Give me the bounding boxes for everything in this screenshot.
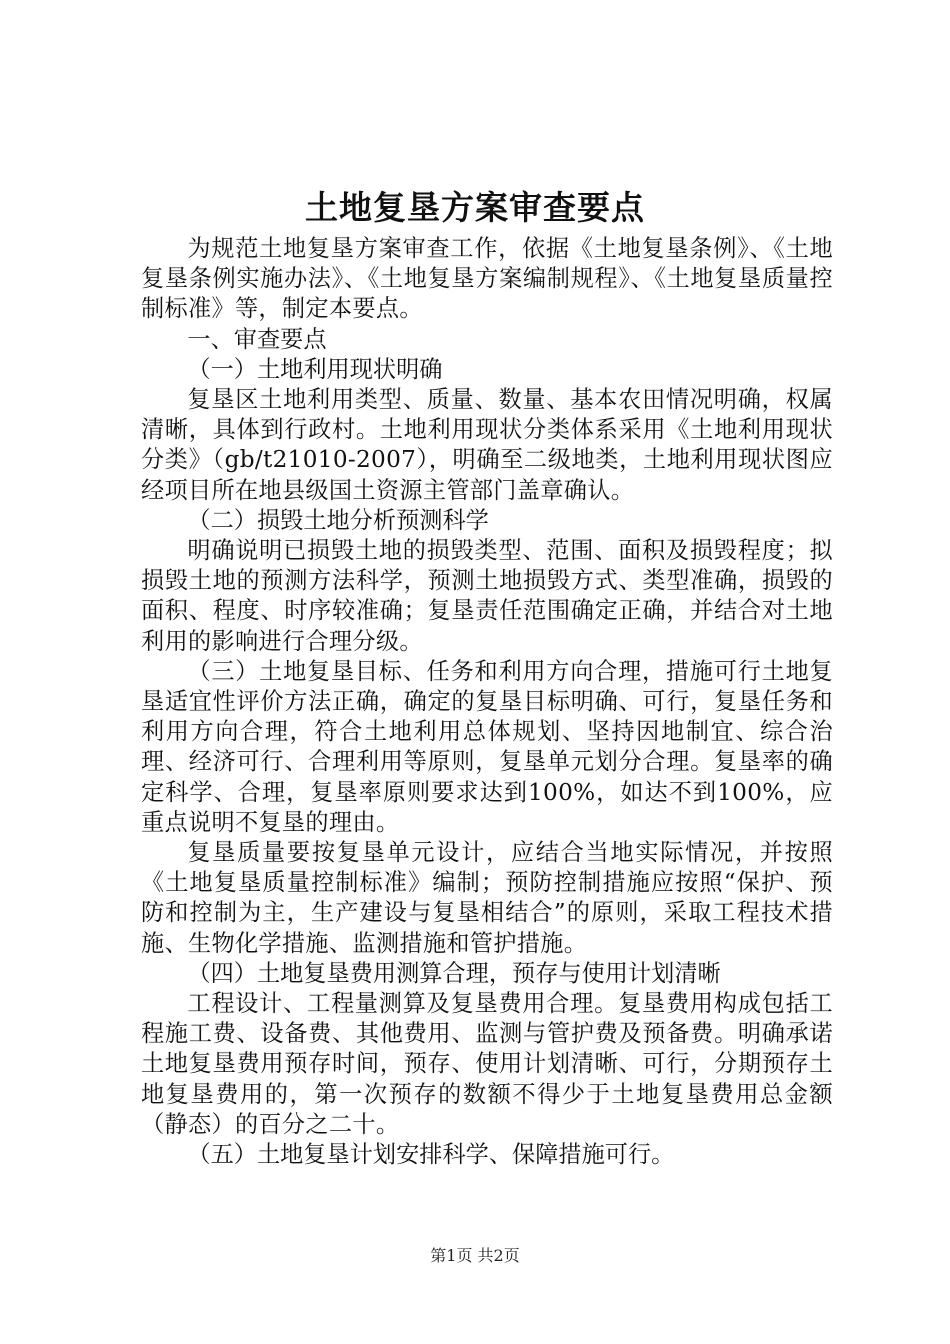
section-heading-review-points: 一、审查要点 xyxy=(187,325,327,353)
paragraph-land-use-status: 复垦区土地利用类型、质量、数量、基本农田情况明确，权属清晰，具体到行政村。土地利用现状分类体系采用《土地利用现状分类》（gb/t21010-2007），明确至二级地类，土地利用现状图应经项目所在地县级国土资源主管部门盖章确认。 xyxy=(141,386,833,504)
page-footer: 第1页 共2页 xyxy=(430,1246,520,1265)
paragraph-damage-prediction: 明确说明已损毁土地的损毁类型、范围、面积及损毁程度；拟损毁土地的预测方法科学，预测土地损毁方式、类型准确，损毁的面积、程度、时序较准确；复垦责任范围确定正确，并结合对土地利用的影响进行合理分级。 xyxy=(141,537,833,655)
subheading-2: （二）损毁土地分析预测科学 xyxy=(187,506,489,534)
paragraph-reclamation-goals: （三）土地复垦目标、任务和利用方向合理，措施可行土地复垦适宜性评价方法正确，确定的复垦目标明确、可行，复垦任务和利用方向合理，符合土地利用总体规划、坚持因地制宜、综合治理、经济可行、合理利用等原则，复垦单元划分合理。复垦率的确定科学、合理，复垦率原则要求达到100%，如达不到100%，应重点说明不复垦的理由。 xyxy=(141,657,833,836)
intro-paragraph: 为规范土地复垦方案审查工作，依据《土地复垦条例》、《土地复垦条例实施办法》、《土地复垦方案编制规程》、《土地复垦质量控制标准》等，制定本要点。 xyxy=(141,235,833,323)
paragraph-reclamation-quality: 复垦质量要按复垦单元设计，应结合当地实际情况，并按照《土地复垦质量控制标准》编制；预防控制措施应按照“保护、预防和控制为主，生产建设与复垦相结合”的原则，采取工程技术措施、生物化学措施、监测措施和管护措施。 xyxy=(141,839,833,957)
subheading-4: （四）土地复垦费用测算合理，预存与使用计划清晰 xyxy=(187,959,721,987)
subheading-1: （一）土地利用现状明确 xyxy=(187,355,443,383)
subheading-5: （五）土地复垦计划安排科学、保障措施可行。 xyxy=(187,1141,675,1169)
document-title: 土地复垦方案审查要点 xyxy=(305,188,645,227)
document-body xyxy=(141,234,833,1170)
paragraph-costs: 工程设计、工程量测算及复垦费用合理。复垦费用构成包括工程施工费、设备费、其他费用、监测与管护费及预备费。明确承诺土地复垦费用预存时间，预存、使用计划清晰、可行，分期预存土地复垦费用的，第一次预存的数额不得少于土地复垦费用总金额（静态）的百分之二十。 xyxy=(141,990,833,1138)
